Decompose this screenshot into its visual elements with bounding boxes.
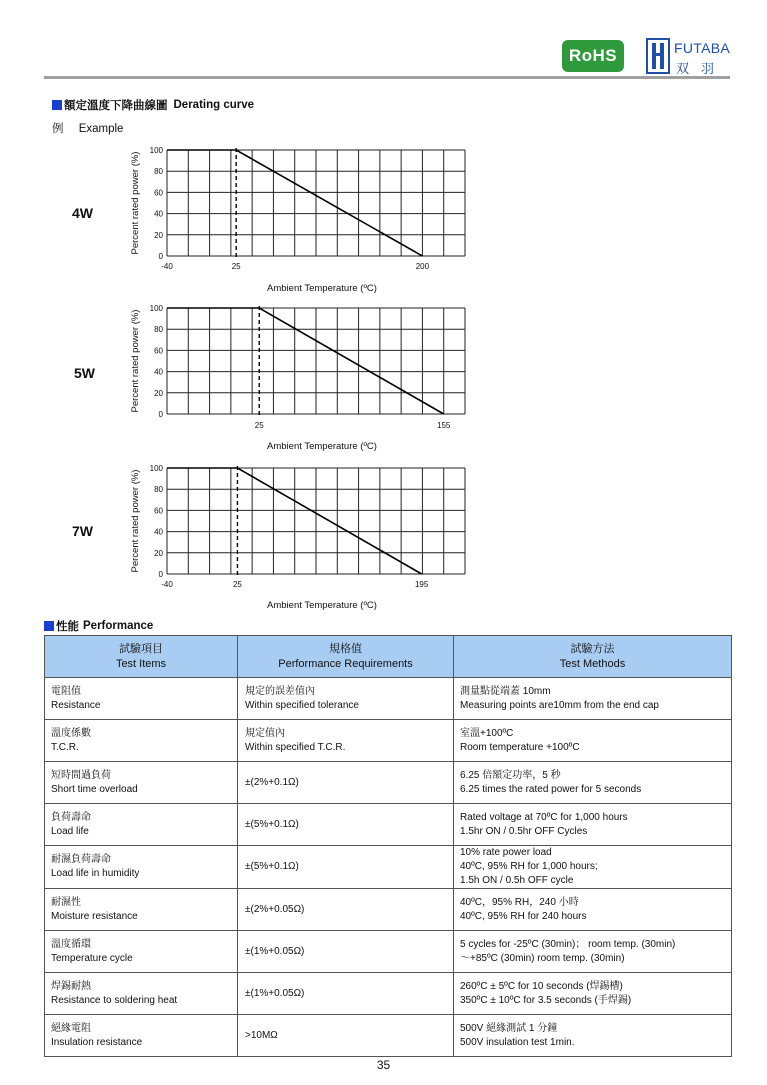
test-item-zh: 溫度係數 bbox=[51, 727, 91, 739]
test-method-line: Measuring points are10mm from the end cap bbox=[460, 699, 659, 711]
y-tick-label: 60 bbox=[154, 188, 163, 198]
test-method-line: 測量點從端蓋 10mm bbox=[460, 685, 551, 697]
brand-name-zh: 双羽 bbox=[676, 61, 727, 76]
y-tick-label: 100 bbox=[149, 464, 163, 473]
test-method-cell bbox=[454, 931, 732, 973]
test-item-en: Resistance bbox=[51, 699, 101, 711]
requirement-line: 規定值內 bbox=[245, 727, 285, 739]
table-row bbox=[45, 720, 732, 762]
test-item-en: Insulation resistance bbox=[51, 1036, 143, 1048]
requirement-line: ±(5%+0.1Ω) bbox=[245, 818, 299, 830]
requirement-line: ±(5%+0.1Ω) bbox=[245, 861, 299, 872]
requirement-cell bbox=[238, 804, 454, 846]
requirement-line: ±(1%+0.05Ω) bbox=[245, 945, 305, 957]
x-axis-label: Ambient Temperature (ºC) bbox=[267, 441, 377, 452]
table-row bbox=[45, 889, 732, 931]
test-item-en: Load life bbox=[51, 825, 89, 837]
test-item-cell bbox=[45, 678, 238, 720]
test-method-line: 1.5h ON / 0.5h OFF cycle bbox=[460, 875, 574, 886]
requirement-line: Within specified T.C.R. bbox=[245, 741, 346, 753]
y-tick-label: 20 bbox=[154, 230, 163, 240]
requirement-line: ±(2%+0.1Ω) bbox=[245, 776, 299, 788]
y-axis-label: Percent rated power (%) bbox=[130, 151, 141, 255]
brand-name-en: FUTABA bbox=[674, 40, 730, 56]
test-method-cell bbox=[454, 804, 732, 846]
test-item-cell bbox=[45, 720, 238, 762]
test-method-line: 1.5hr ON / 0.5hr OFF Cycles bbox=[460, 825, 588, 837]
table-row bbox=[45, 931, 732, 973]
test-item-zh: 耐濕負荷壽命 bbox=[51, 854, 111, 865]
test-item-zh: 焊錫耐熱 bbox=[51, 980, 91, 992]
x-tick-label: -40 bbox=[161, 262, 173, 271]
x-axis-label: Ambient Temperature (ºC) bbox=[267, 283, 377, 294]
header-zh: 規格值 bbox=[329, 642, 362, 655]
test-method-line: 40ºC，95% RH，240 小時 bbox=[460, 896, 579, 908]
bullet-square-icon bbox=[44, 621, 54, 631]
y-tick-label: 40 bbox=[154, 527, 163, 537]
y-tick-label: 0 bbox=[158, 570, 163, 579]
x-tick-label: -40 bbox=[161, 580, 173, 589]
requirement-line: ±(2%+0.05Ω) bbox=[245, 903, 305, 915]
rohs-badge: RoHS bbox=[562, 40, 624, 72]
derating-title-en: Derating curve bbox=[173, 99, 255, 111]
example-zh: 例 bbox=[52, 123, 64, 135]
test-method-cell bbox=[454, 720, 732, 762]
test-item-zh: 短時間過負荷 bbox=[51, 769, 111, 781]
test-method-line: 5 cycles for -25ºC (30min)； room temp. (30min) bbox=[460, 938, 676, 950]
chart-label-4w: 4W bbox=[72, 205, 93, 221]
test-method-line: 6.25 倍額定功率，5 秒 bbox=[460, 769, 561, 781]
header-zh: 試驗項目 bbox=[119, 642, 163, 655]
y-tick-label: 0 bbox=[158, 252, 163, 261]
test-item-cell bbox=[45, 931, 238, 973]
test-item-cell bbox=[45, 889, 238, 931]
y-tick-label: 20 bbox=[154, 388, 163, 398]
x-tick-label: 200 bbox=[415, 262, 430, 271]
requirement-cell bbox=[238, 762, 454, 804]
y-tick-label: 100 bbox=[149, 146, 163, 155]
y-tick-label: 60 bbox=[154, 506, 163, 516]
requirement-line: Within specified tolerance bbox=[245, 699, 359, 711]
derating-title-zh: 額定溫度下降曲線圖 bbox=[64, 100, 168, 112]
test-item-cell bbox=[45, 762, 238, 804]
test-method-line: 10% rate power load bbox=[460, 847, 552, 858]
x-tick-label: 25 bbox=[232, 580, 242, 589]
header-en: Test Methods bbox=[559, 657, 626, 670]
requirement-cell bbox=[238, 889, 454, 931]
test-method-line: 40ºC, 95% RH for 1,000 hours; bbox=[460, 861, 598, 872]
x-axis-label: Ambient Temperature (ºC) bbox=[267, 600, 377, 611]
header-performance-requirements bbox=[238, 636, 454, 678]
test-item-zh: 電阻值 bbox=[51, 685, 81, 697]
y-axis-label: Percent rated power (%) bbox=[130, 309, 141, 413]
table-row bbox=[45, 973, 732, 1015]
derating-curve-line bbox=[167, 308, 444, 414]
test-method-cell bbox=[454, 762, 732, 804]
chart-label-7w: 7W bbox=[72, 523, 93, 539]
header-en: Performance Requirements bbox=[278, 657, 413, 670]
y-tick-label: 80 bbox=[154, 325, 163, 335]
test-item-en: Moisture resistance bbox=[51, 910, 138, 922]
requirement-line: ±(1%+0.05Ω) bbox=[245, 987, 305, 999]
test-method-line: 室溫+100ºC bbox=[460, 727, 514, 739]
requirement-cell bbox=[238, 931, 454, 973]
requirement-cell bbox=[238, 846, 454, 889]
test-item-en: Short time overload bbox=[51, 783, 138, 795]
y-tick-label: 40 bbox=[154, 367, 163, 377]
test-item-cell bbox=[45, 1015, 238, 1057]
test-item-zh: 負荷壽命 bbox=[51, 811, 91, 823]
test-method-line: 500V 絕緣測試 1 分鐘 bbox=[460, 1022, 558, 1034]
test-method-line: 350ºC ± 10ºC for 3.5 seconds (手焊錫) bbox=[460, 994, 632, 1006]
table-row bbox=[45, 846, 732, 889]
header-test-methods bbox=[454, 636, 732, 678]
test-item-zh: 絕緣電阻 bbox=[51, 1022, 91, 1034]
page-number: 35 bbox=[376, 1058, 391, 1072]
performance-section-title bbox=[44, 618, 153, 634]
test-method-line: 260ºC ± 5ºC for 10 seconds (焊錫槽) bbox=[460, 980, 623, 992]
chart-label-5w: 5W bbox=[74, 365, 95, 381]
table-row bbox=[45, 678, 732, 720]
test-item-en: T.C.R. bbox=[51, 741, 79, 753]
table-row bbox=[45, 1015, 732, 1057]
y-axis-label: Percent rated power (%) bbox=[130, 469, 141, 573]
x-tick-label: 155 bbox=[437, 421, 451, 430]
test-item-cell bbox=[45, 973, 238, 1015]
test-method-cell bbox=[454, 678, 732, 720]
y-tick-label: 80 bbox=[154, 485, 163, 495]
requirement-cell bbox=[238, 973, 454, 1015]
y-tick-label: 100 bbox=[149, 304, 163, 313]
x-tick-label: 25 bbox=[254, 421, 264, 430]
test-method-line: 6.25 times the rated power for 5 seconds bbox=[460, 783, 642, 795]
test-method-cell bbox=[454, 973, 732, 1015]
test-method-line: 500V insulation test 1min. bbox=[460, 1036, 575, 1048]
test-item-cell bbox=[45, 804, 238, 846]
table-row bbox=[45, 762, 732, 804]
requirement-line: >10MΩ bbox=[245, 1029, 278, 1041]
y-tick-label: 0 bbox=[158, 410, 163, 419]
test-item-zh: 溫度循環 bbox=[51, 938, 91, 950]
example-en: Example bbox=[78, 123, 124, 135]
header-en: Test Items bbox=[115, 657, 167, 670]
test-item-en: Resistance to soldering heat bbox=[51, 994, 178, 1006]
table-row bbox=[45, 804, 732, 846]
header-zh: 試驗方法 bbox=[570, 642, 615, 655]
test-method-cell bbox=[454, 889, 732, 931]
test-item-cell bbox=[45, 846, 238, 889]
performance-table bbox=[44, 635, 732, 1057]
requirement-cell bbox=[238, 678, 454, 720]
test-method-cell bbox=[454, 1015, 732, 1057]
y-tick-label: 20 bbox=[154, 548, 163, 558]
test-method-cell bbox=[454, 846, 732, 889]
requirement-line: 規定的誤差值內 bbox=[245, 685, 315, 697]
test-item-en: Temperature cycle bbox=[51, 952, 133, 964]
y-tick-label: 60 bbox=[154, 346, 163, 356]
y-tick-label: 80 bbox=[154, 167, 163, 177]
test-method-line: Room temperature +100ºC bbox=[460, 741, 580, 753]
test-item-zh: 耐濕性 bbox=[51, 896, 81, 908]
x-tick-label: 195 bbox=[414, 580, 429, 589]
performance-title-zh: 性能 bbox=[56, 621, 79, 633]
test-method-line: 40ºC, 95% RH for 240 hours bbox=[460, 910, 587, 922]
table-header-row bbox=[45, 636, 732, 678]
test-method-line: ～+85ºC (30min) room temp. (30min) bbox=[460, 952, 625, 964]
requirement-cell bbox=[238, 720, 454, 762]
x-tick-label: 25 bbox=[231, 262, 241, 271]
performance-title-en: Performance bbox=[83, 620, 154, 632]
y-tick-label: 40 bbox=[154, 209, 163, 219]
requirement-cell bbox=[238, 1015, 454, 1057]
header-test-items bbox=[45, 636, 238, 678]
test-method-line: Rated voltage at 70ºC for 1,000 hours bbox=[460, 811, 628, 823]
test-item-en: Load life in humidity bbox=[51, 868, 140, 879]
